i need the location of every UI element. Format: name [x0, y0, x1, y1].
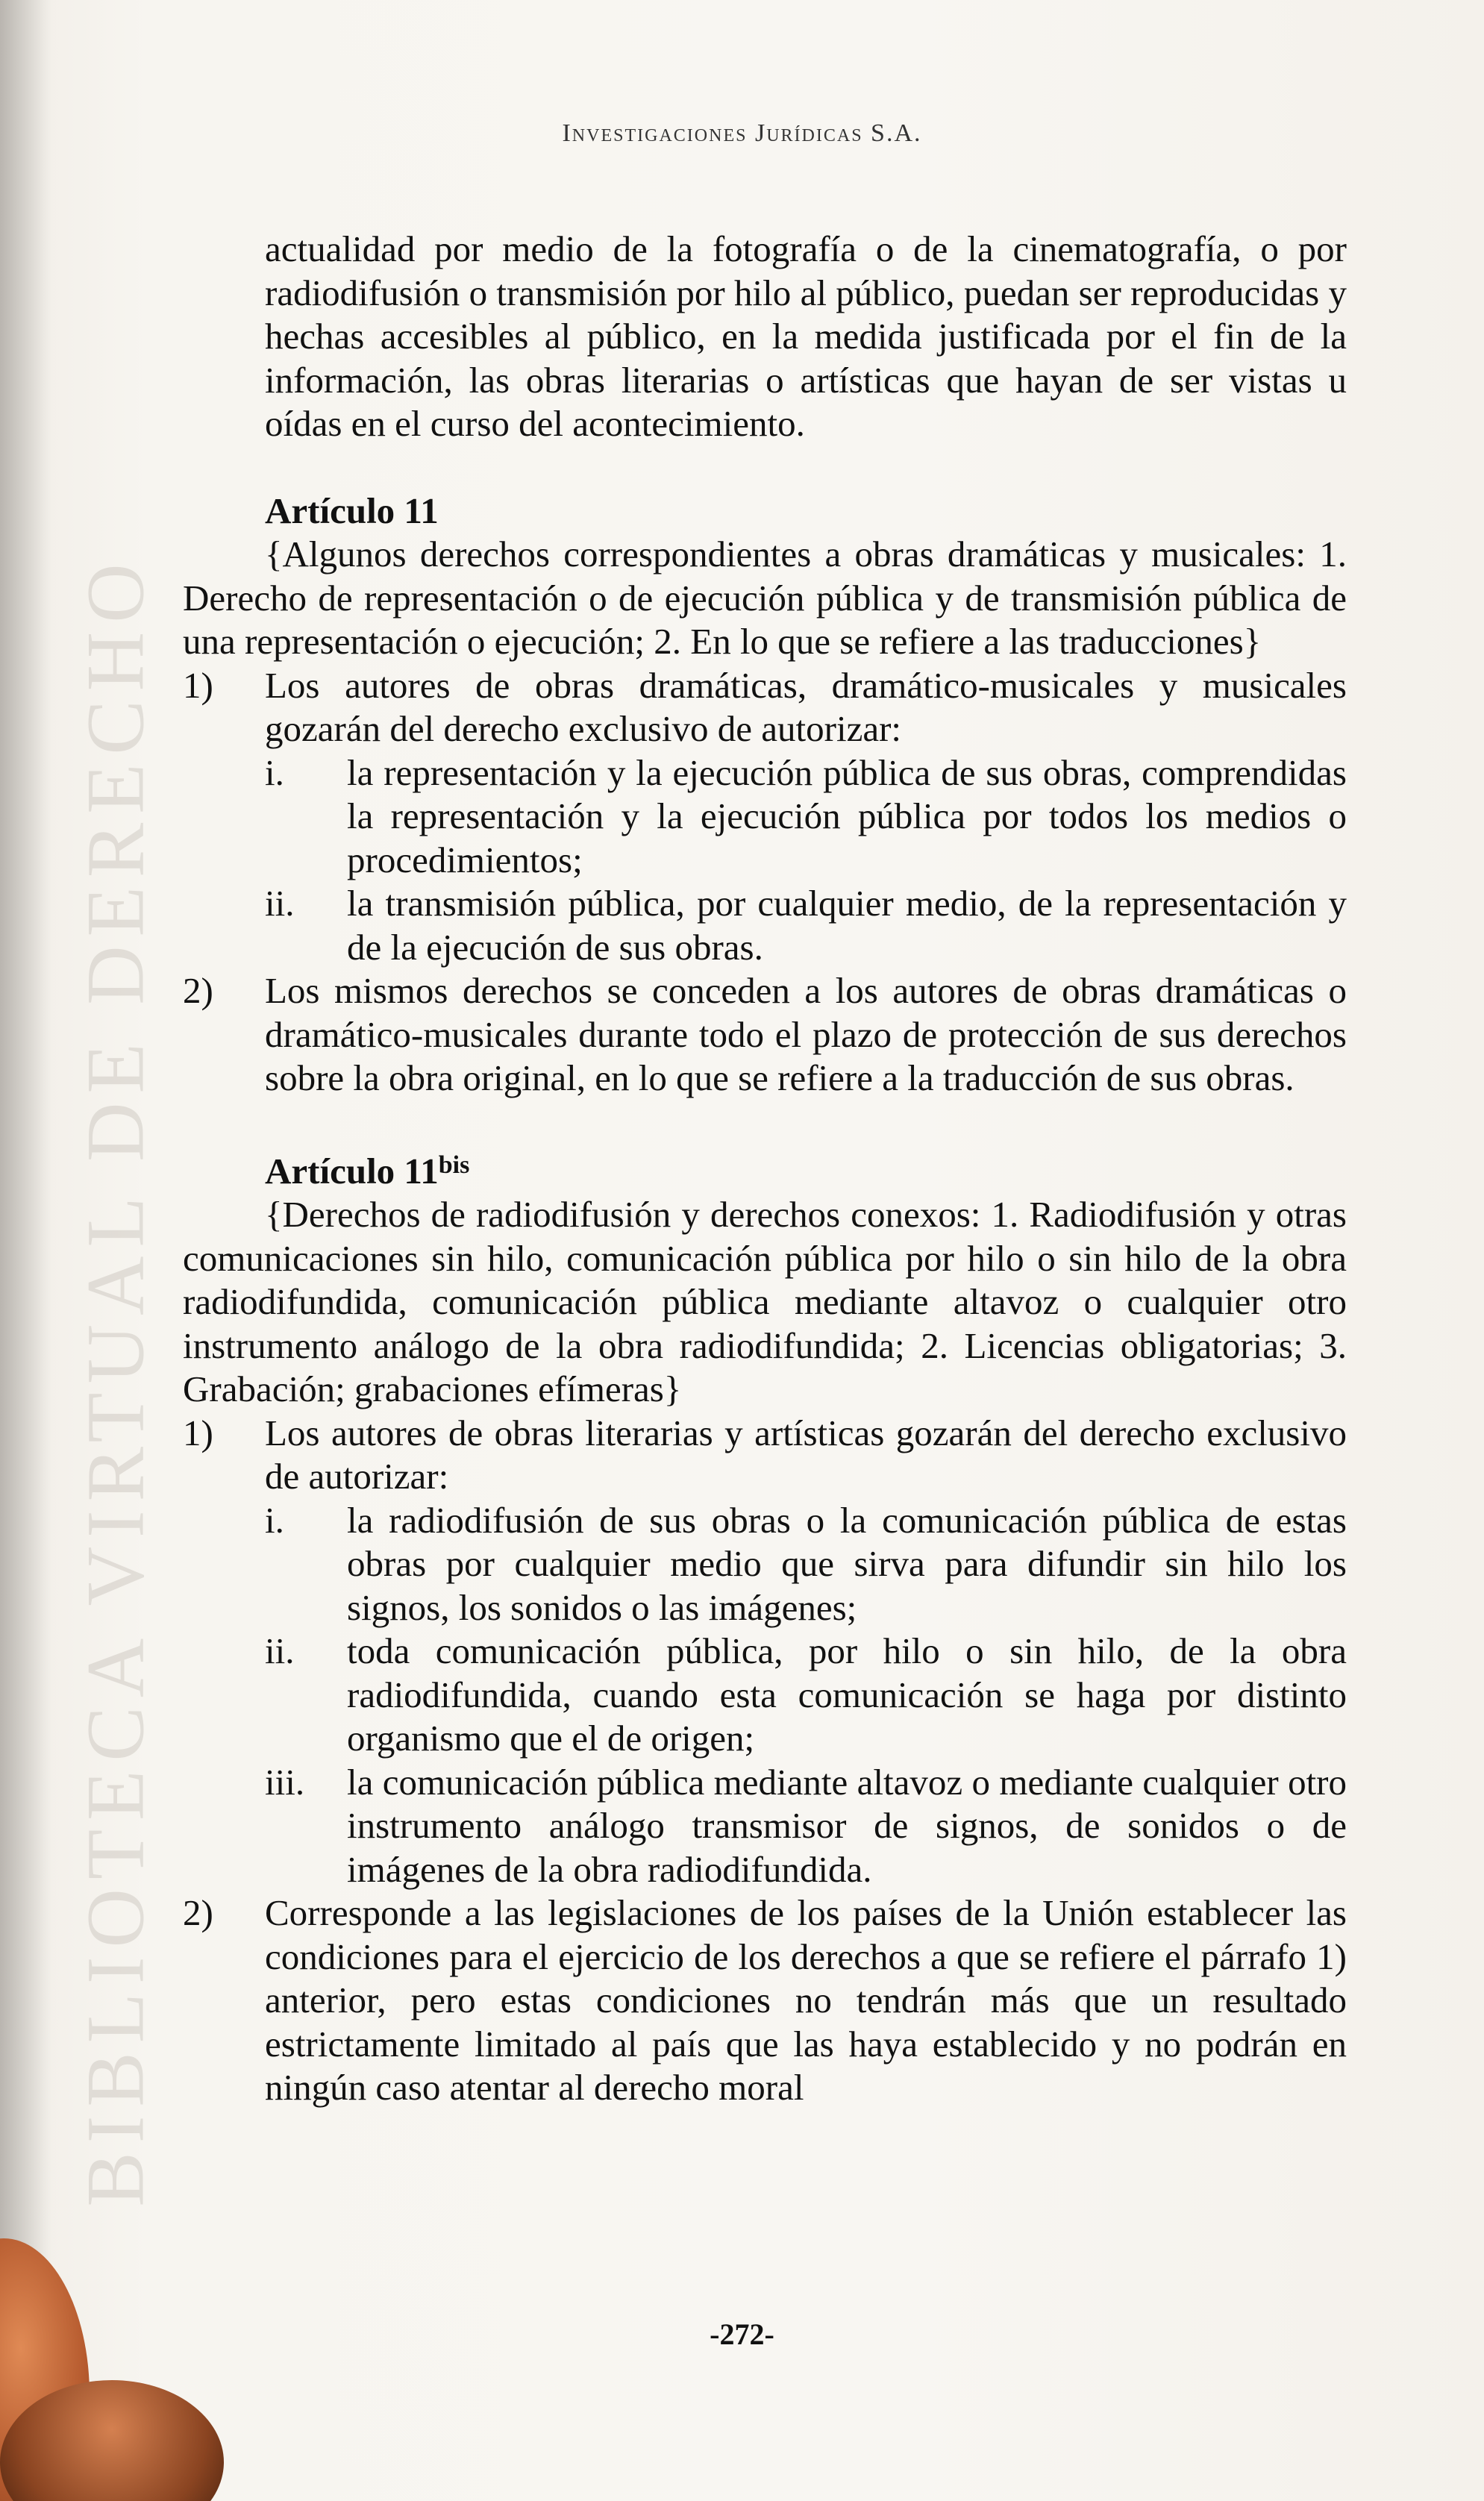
article-11-item-ii	[265, 882, 1347, 969]
item-text: la transmisión pública, por cualquier medio, de la representación y de la ejecución de sus obras.	[347, 883, 1347, 968]
article-11bis-heading-sup: bis	[438, 1151, 470, 1179]
article-11bis-item-iii	[265, 1761, 1347, 1892]
watermark-text: BIBLIOTECA VIRTUAL DE DERECHO	[69, 554, 161, 2207]
paragraph-number: 2)	[183, 970, 213, 1011]
item-numeral: ii.	[265, 1630, 295, 1671]
page-number: -272-	[710, 2317, 774, 2351]
article-11-paragraph-1	[183, 664, 1347, 751]
article-11bis-paragraph-2	[183, 1891, 1347, 2110]
article-11-paragraph-2	[183, 969, 1347, 1101]
article-11-heading-text: Artículo 11	[265, 489, 439, 531]
item-numeral: iii.	[265, 1761, 305, 1803]
item-text: toda comunicación pública, por hilo o sin hilo, de la obra radiodifundida, cuando esta comunicación se haga por distinto organismo que el de origen;	[347, 1630, 1347, 1759]
article-11bis-heading	[265, 1144, 1347, 1194]
page-body	[183, 228, 1347, 2110]
paragraph-text: Los mismos derechos se conceden a los autores de obras dramáticas o dramático-musicales durante todo el plazo de protección de sus derechos sobre la obra original, en lo que se refiere a la traducción de sus obras.	[265, 970, 1347, 1098]
item-text: la radiodifusión de sus obras o la comunicación pública de estas obras por cualquier medio que sirva para difundir sin hilo los signos, los sonidos o las imágenes;	[347, 1499, 1347, 1628]
article-11bis-subject: {Derechos de radiodifusión y derechos conexos: 1. Radiodifusión y otras comunicaciones sin hilo, comunicación pública por hilo o sin hilo de la obra radiodifundida, comunicación pública mediante altavoz o cualquier otro instrumento análogo de la obra radiodifundida; 2. Licencias obligatorias; 3. Grabación; grabaciones efímeras}	[183, 1194, 1347, 1409]
watermark	[45, 554, 187, 2207]
article-11bis-paragraph-1	[183, 1412, 1347, 1499]
article-11-heading	[265, 489, 1347, 533]
article-11-subject: {Algunos derechos correspondientes a obras dramáticas y musicales: 1. Derecho de representación o de ejecución pública y de transmisión pública de una representación o ejecución; 2. En lo que se refiere a las traducciones}	[183, 533, 1347, 662]
paragraph-text: Los autores de obras dramáticas, dramático-musicales y musicales gozarán del derecho exclusivo de autorizar:	[265, 664, 1347, 749]
item-numeral: i.	[265, 751, 284, 793]
article-11bis-heading-text: Artículo 11	[265, 1150, 439, 1192]
continuation-paragraph: actualidad por medio de la fotografía o de la cinematografía, o por radiodifusión o transmisión por hilo al público, puedan ser reproducidas y hechas accesibles al público, en la medida justificada por el fin de la información, las obras literarias o artísticas que hayan de ser vistas u oídas en el curso del acontecimiento.	[265, 228, 1347, 444]
article-11bis-item-i	[265, 1499, 1347, 1630]
paragraph-text: Corresponde a las legislaciones de los países de la Unión establecer las condiciones para el ejercicio de los derechos a que se refiere el párrafo 1) anterior, pero estas condiciones no tendrán más que un resultado estrictamente limitado al país que las haya establecido y no podrán en ningún caso atentar al derecho moral	[265, 1892, 1347, 2108]
paragraph-text: Los autores de obras literarias y artísticas gozarán del derecho exclusivo de autorizar:	[265, 1412, 1347, 1497]
paragraph-number: 1)	[183, 1412, 213, 1453]
article-11-item-i	[265, 751, 1347, 883]
paragraph-number: 1)	[183, 664, 213, 706]
item-numeral: i.	[265, 1499, 284, 1541]
article-11bis-item-ii	[265, 1630, 1347, 1761]
item-text: la representación y la ejecución pública de sus obras, comprendidas la representación y la ejecución pública por todos los medios o procedimientos;	[347, 751, 1347, 880]
running-header: Investigaciones Jurídicas S.A.	[562, 119, 922, 147]
item-numeral: ii.	[265, 883, 295, 924]
item-text: la comunicación pública mediante altavoz o mediante cualquier otro instrumento análogo transmisor de signos, de sonidos o de imágenes de la obra radiodifundida.	[347, 1761, 1347, 1890]
paragraph-number: 2)	[183, 1892, 213, 1933]
